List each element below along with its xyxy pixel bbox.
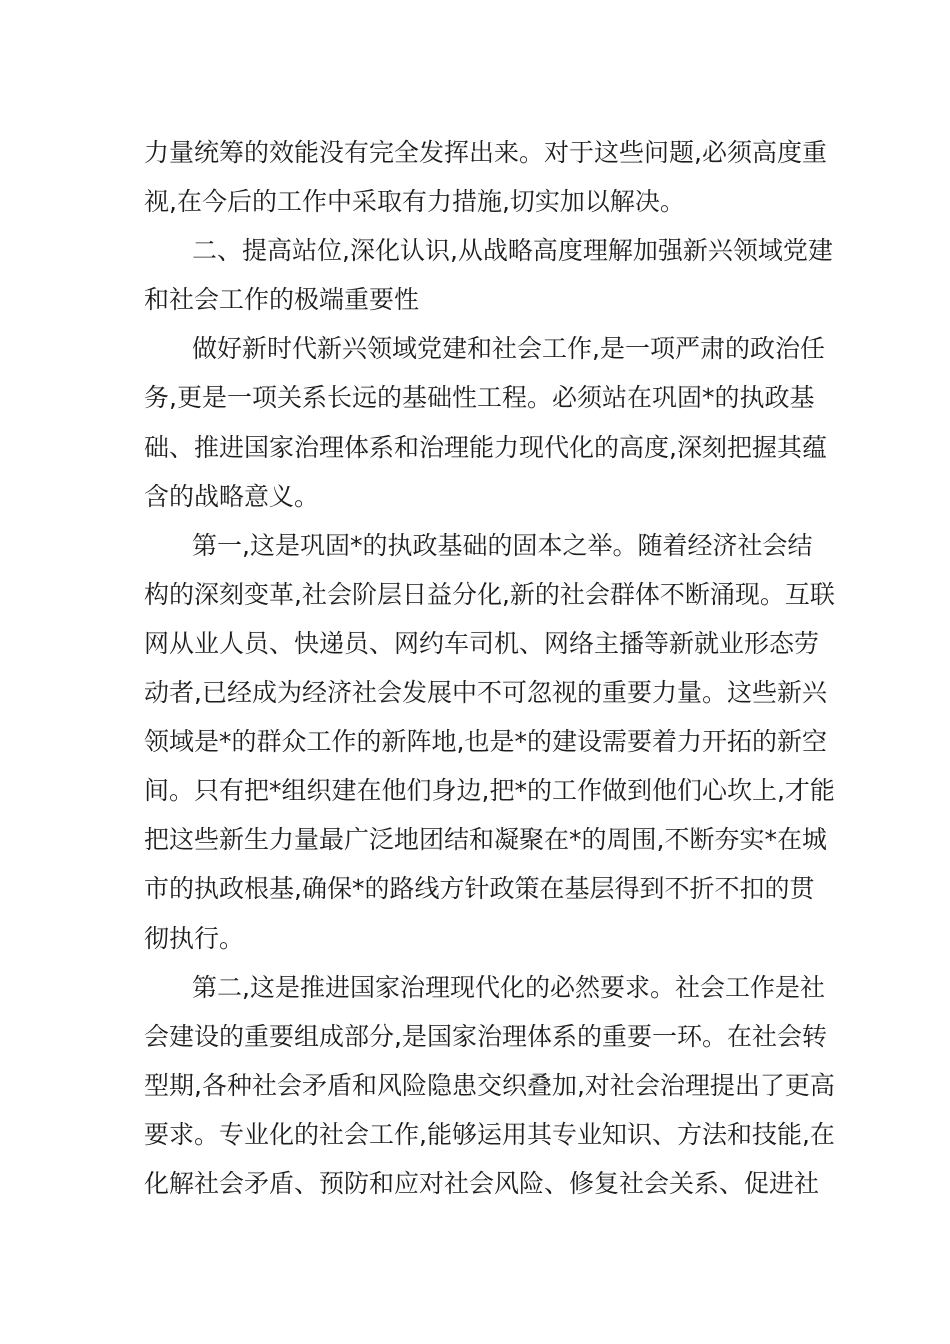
text-line: 型期,各种社会矛盾和风险隐患交织叠加,对社会治理提出了更高 xyxy=(144,1070,835,1100)
document-body xyxy=(144,128,835,1208)
section-heading: 二、提高站位,深化认识,从战略高度理解加强新兴领域党建 xyxy=(192,236,833,266)
text-line: 网从业人员、快递员、网约车司机、网络主播等新就业形态劳 xyxy=(144,628,820,658)
text-line: 领域是*的群众工作的新阵地,也是*的建设需要着力开拓的新空 xyxy=(144,727,827,757)
text-line: 力量统筹的效能没有完全发挥出来。对于这些问题,必须高度重 xyxy=(144,138,827,167)
text-line: 把这些新生力量最广泛地团结和凝聚在*的周围,不断夯实*在城 xyxy=(144,825,827,855)
text-line: 做好新时代新兴领域党建和社会工作,是一项严肃的政治任 xyxy=(192,334,825,364)
text-line: 间。只有把*组织建在他们身边,把*的工作做到他们心坎上,才能 xyxy=(144,776,835,806)
text-line: 视,在今后的工作中采取有力措施,切实加以解决。 xyxy=(144,187,685,217)
section-heading: 和社会工作的极端重要性 xyxy=(144,285,420,315)
text-line: 化解社会矛盾、预防和应对社会风险、修复社会关系、促进社 xyxy=(144,1168,820,1198)
text-line: 市的执政根基,确保*的路线方针政策在基层得到不折不扣的贯 xyxy=(144,874,815,904)
text-line: 构的深刻变革,社会阶层日益分化,新的社会群体不断涌现。互联 xyxy=(144,579,835,609)
text-line: 动者,已经成为经济社会发展中不可忽视的重要力量。这些新兴 xyxy=(144,678,827,708)
text-line: 彻执行。 xyxy=(144,923,245,953)
text-line: 第二,这是推进国家治理现代化的必然要求。社会工作是社 xyxy=(192,972,825,1002)
text-line: 含的战略意义。 xyxy=(144,481,320,511)
text-line: 要求。专业化的社会工作,能够运用其专业知识、方法和技能,在 xyxy=(144,1119,835,1149)
text-line: 础、推进国家治理体系和治理能力现代化的高度,深刻把握其蕴 xyxy=(144,432,827,462)
text-line: 务,更是一项关系长远的基础性工程。必须站在巩固*的执政基 xyxy=(144,383,815,413)
text-line: 会建设的重要组成部分,是国家治理体系的重要一环。在社会转 xyxy=(144,1021,827,1051)
text-line: 第一,这是巩固*的执政基础的固本之举。随着经济社会结 xyxy=(192,530,813,560)
